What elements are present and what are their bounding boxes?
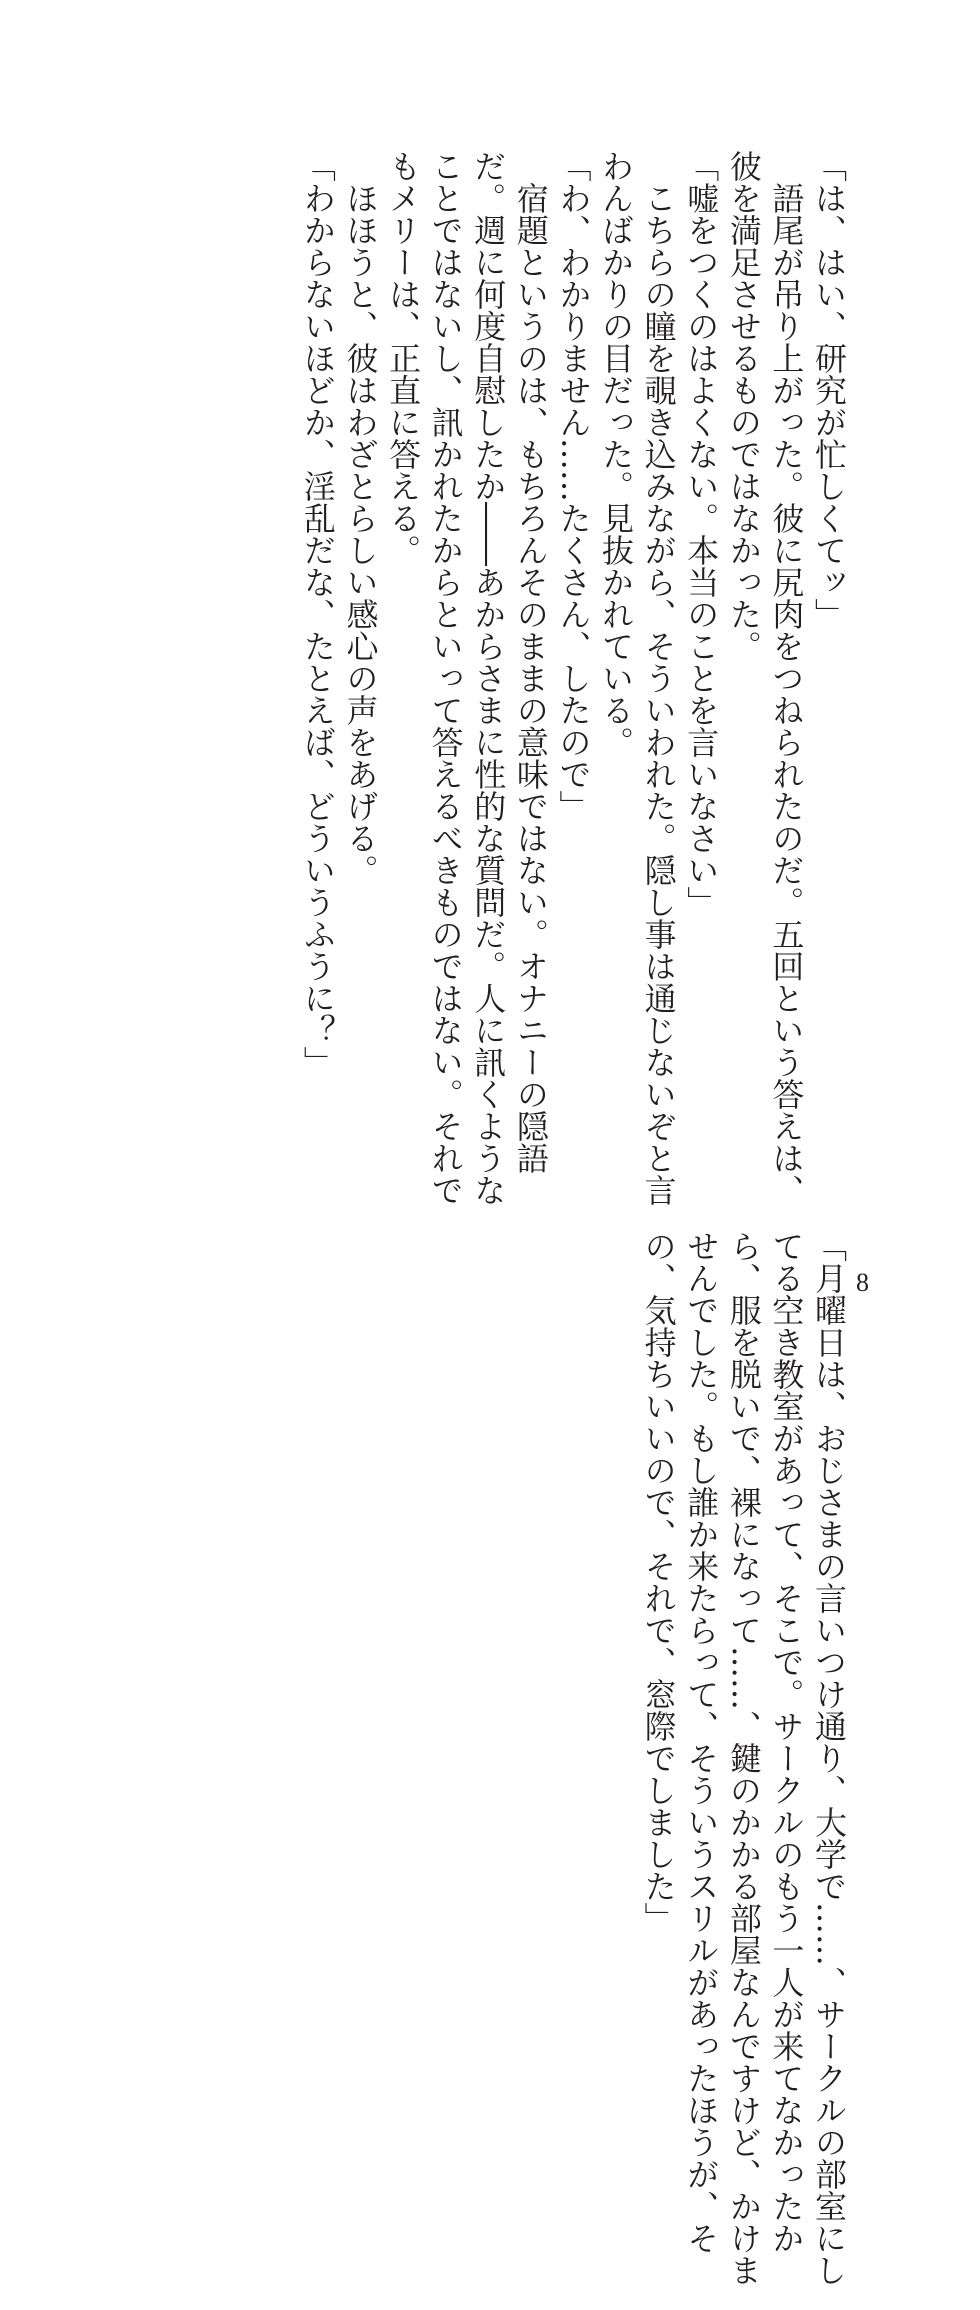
paragraph-dialogue: 「は、はい、研究が忙しくてッ」 xyxy=(810,150,848,630)
paragraph-dialogue: 「嘘をつくのはよくない。本当のことを言いなさい」 xyxy=(682,150,721,918)
paragraph-narration: 宿題というのは、もちろんそのままの意味ではない。オナニーの隠語だ。週に何度自慰したか――あからさまに性的な質問だ。人に訊くようなことではないし、訊かれたからといって答えるべきものではない。それでもメリーは、正直に答える。 xyxy=(384,150,550,1206)
paragraph-narration: こちらの瞳を覗き込みながら、そういわれた。隠し事は通じないぞと言わんばかりの目だった。見抜かれている。 xyxy=(597,150,678,1206)
paragraph-narration: ほほうと、彼はわざとらしい感心の声をあげる。 xyxy=(341,182,380,886)
vertical-text-body xyxy=(196,150,850,2286)
paragraph-dialogue: 「わ、わかりません……たくさん、したので」 xyxy=(554,150,593,822)
page-number: 8 xyxy=(856,1268,869,1297)
paragraph-dialogue: 「わからないほどか、淫乱だな、たとえば、どういうふうに？」 xyxy=(298,150,337,1078)
paragraph-narration: 語尾が吊り上がった。彼に尻肉をつねられたのだ。五回という答えは、彼を満足させるものではなかった。 xyxy=(724,150,806,1206)
paragraph-dialogue: 「月曜日は、おじさまの言いつけ通り、大学で……、サークルの部室にしてる空き教室があって、そこで。サークルのもう一人が来てなかったから、服を脱いで、裸になって……、鍵のかかる部屋なんですけど、かけませんでした。もし誰か来たらって、そういうスリルがあったほうが、その、気持ちいいので、それで、窓際でしました」 xyxy=(639,1230,848,2286)
